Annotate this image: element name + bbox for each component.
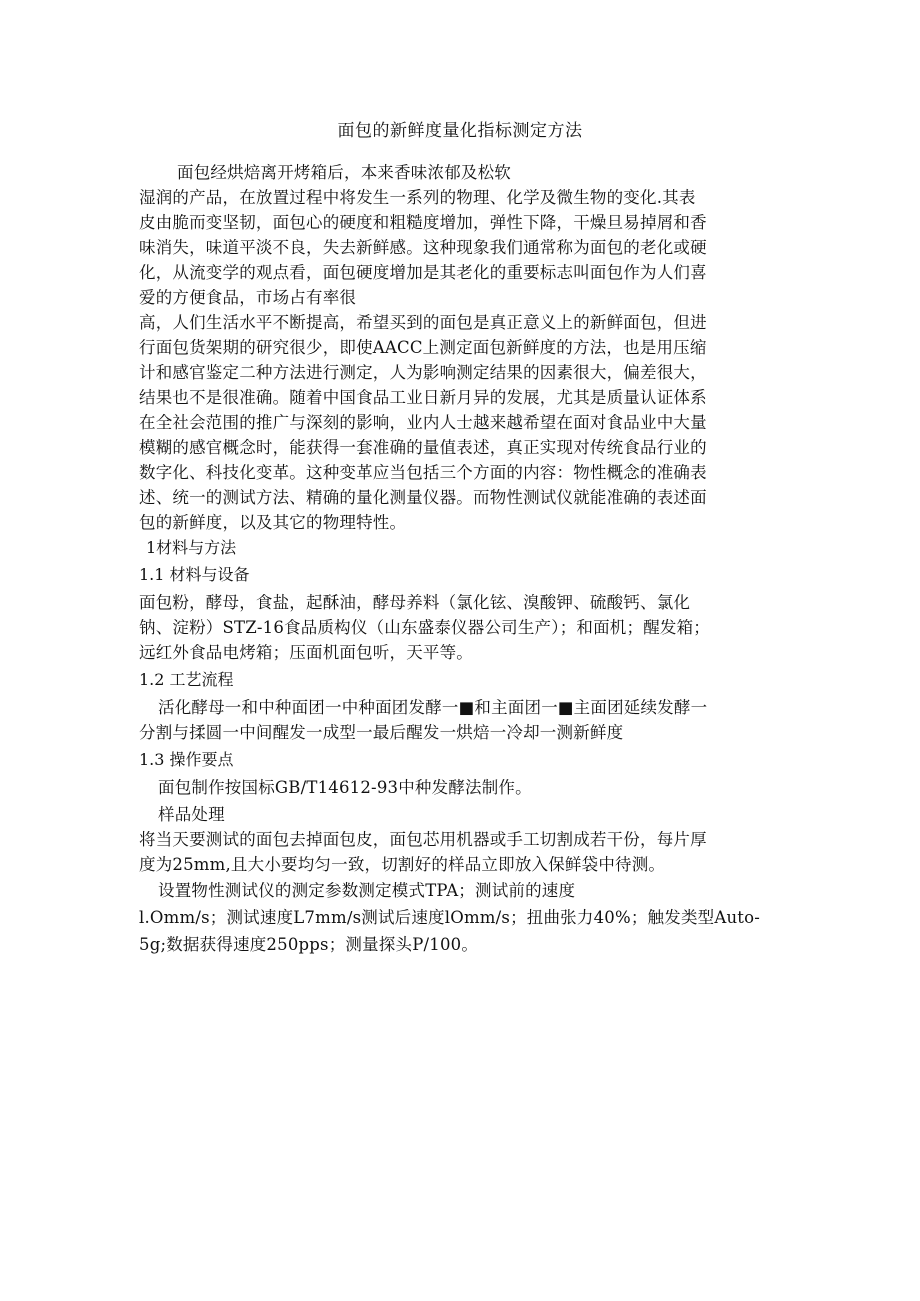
intro-line: 数字化、科技化变革。这种变革应当包括三个方面的内容：物性概念的准确表 xyxy=(139,463,707,482)
subsection-heading: 1.3 操作要点 xyxy=(139,750,234,769)
materials-line: 钠、淀粉）STZ-16食品质构仪（山东盛泰仪器公司生产）；和面机；醒发箱； xyxy=(139,618,710,637)
ops-line: 面包制作按国标GB/T14612-93中种发酵法制作。 xyxy=(158,778,532,797)
intro-line: 计和感官鉴定二种方法进行测定，人为影响测定结果的因素很大，偏差很大， xyxy=(139,363,707,382)
process-line: 活化酵母一和中种面团一中种面团发酵一■和主面团一■主面团延续发酵一 xyxy=(158,698,708,717)
sample-heading: 样品处理 xyxy=(158,805,225,824)
process-line: 分割与揉圆一中间醒发一成型一最后醒发一烘焙一冷却一测新鲜度 xyxy=(139,723,624,742)
subsection-heading: 1.1 材料与设备 xyxy=(139,565,250,584)
intro-line: 味消失，味道平淡不良，失去新鲜感。这种现象我们通常称为面包的老化或硬 xyxy=(139,238,707,257)
intro-line: 高，人们生活水平不断提高，希望买到的面包是真正意义上的新鲜面包，但进 xyxy=(139,313,707,332)
params-line: l.Omm/s；测试速度L7mm∕s测试后速度lOmm/s；扭曲张力40%；触发类型Auto- xyxy=(139,908,761,927)
intro-line: 湿润的产品，在放置过程中将发生一系列的物理、化学及微生物的变化.其表 xyxy=(139,188,696,207)
intro-line: 皮由脆而变坚韧，面包心的硬度和粗糙度增加，弹性下降，干燥旦易掉屑和香 xyxy=(139,213,707,232)
intro-line: 化，从流变学的观点看，面包硬度增加是其老化的重要标志叫面包作为人们喜 xyxy=(139,263,707,282)
subsection-heading: 1.2 工艺流程 xyxy=(139,670,234,689)
section-heading: 1材料与方法 xyxy=(146,538,237,557)
sample-line: 度为25mm,且大小要均匀一致，切割好的样品立即放入保鲜袋中待测。 xyxy=(139,855,666,874)
intro-line: 述、统一的测试方法、精确的量化测量仪器。而物性测试仪就能准确的表述面 xyxy=(139,488,707,507)
materials-line: 远红外食品电烤箱；压面机面包听，天平等。 xyxy=(139,643,473,662)
intro-line: 结果也不是很准确。随着中国食品工业日新月异的发展，尤其是质量认证体系 xyxy=(139,388,707,407)
intro-line: 爱的方便食品，市场占有率很 xyxy=(139,288,357,307)
intro-line: 模糊的感官概念时，能获得一套准确的量值表述，真正实现对传统食品行业的 xyxy=(139,438,707,457)
intro-line: 行面包货架期的研究很少，即使AACC上测定面包新鲜度的方法，也是用压缩 xyxy=(139,338,707,357)
params-line: 设置物性测试仪的测定参数测定模式TPA；测试前的速度 xyxy=(158,881,576,900)
intro-line: 在全社会范围的推广与深刻的影响，业内人士越来越希望在面对食品业中大量 xyxy=(139,413,707,432)
sample-line: 将当天要测试的面包去掉面包皮，面包芯用机器或手工切割成若干份，每片厚 xyxy=(139,830,707,849)
intro-line: 面包经烘焙离开烤箱后，本来香味浓郁及松软 xyxy=(177,163,511,182)
materials-line: 面包粉，酵母，食盐，起酥油，酵母养料（氯化铉、溴酸钾、硫酸钙、氯化 xyxy=(139,593,691,612)
params-line: 5g;数据获得速度250pps；测量探头P/100。 xyxy=(139,935,479,954)
document-title: 面包的新鲜度量化指标测定方法 xyxy=(337,121,583,141)
intro-line: 包的新鲜度，以及其它的物理特性。 xyxy=(139,513,407,532)
